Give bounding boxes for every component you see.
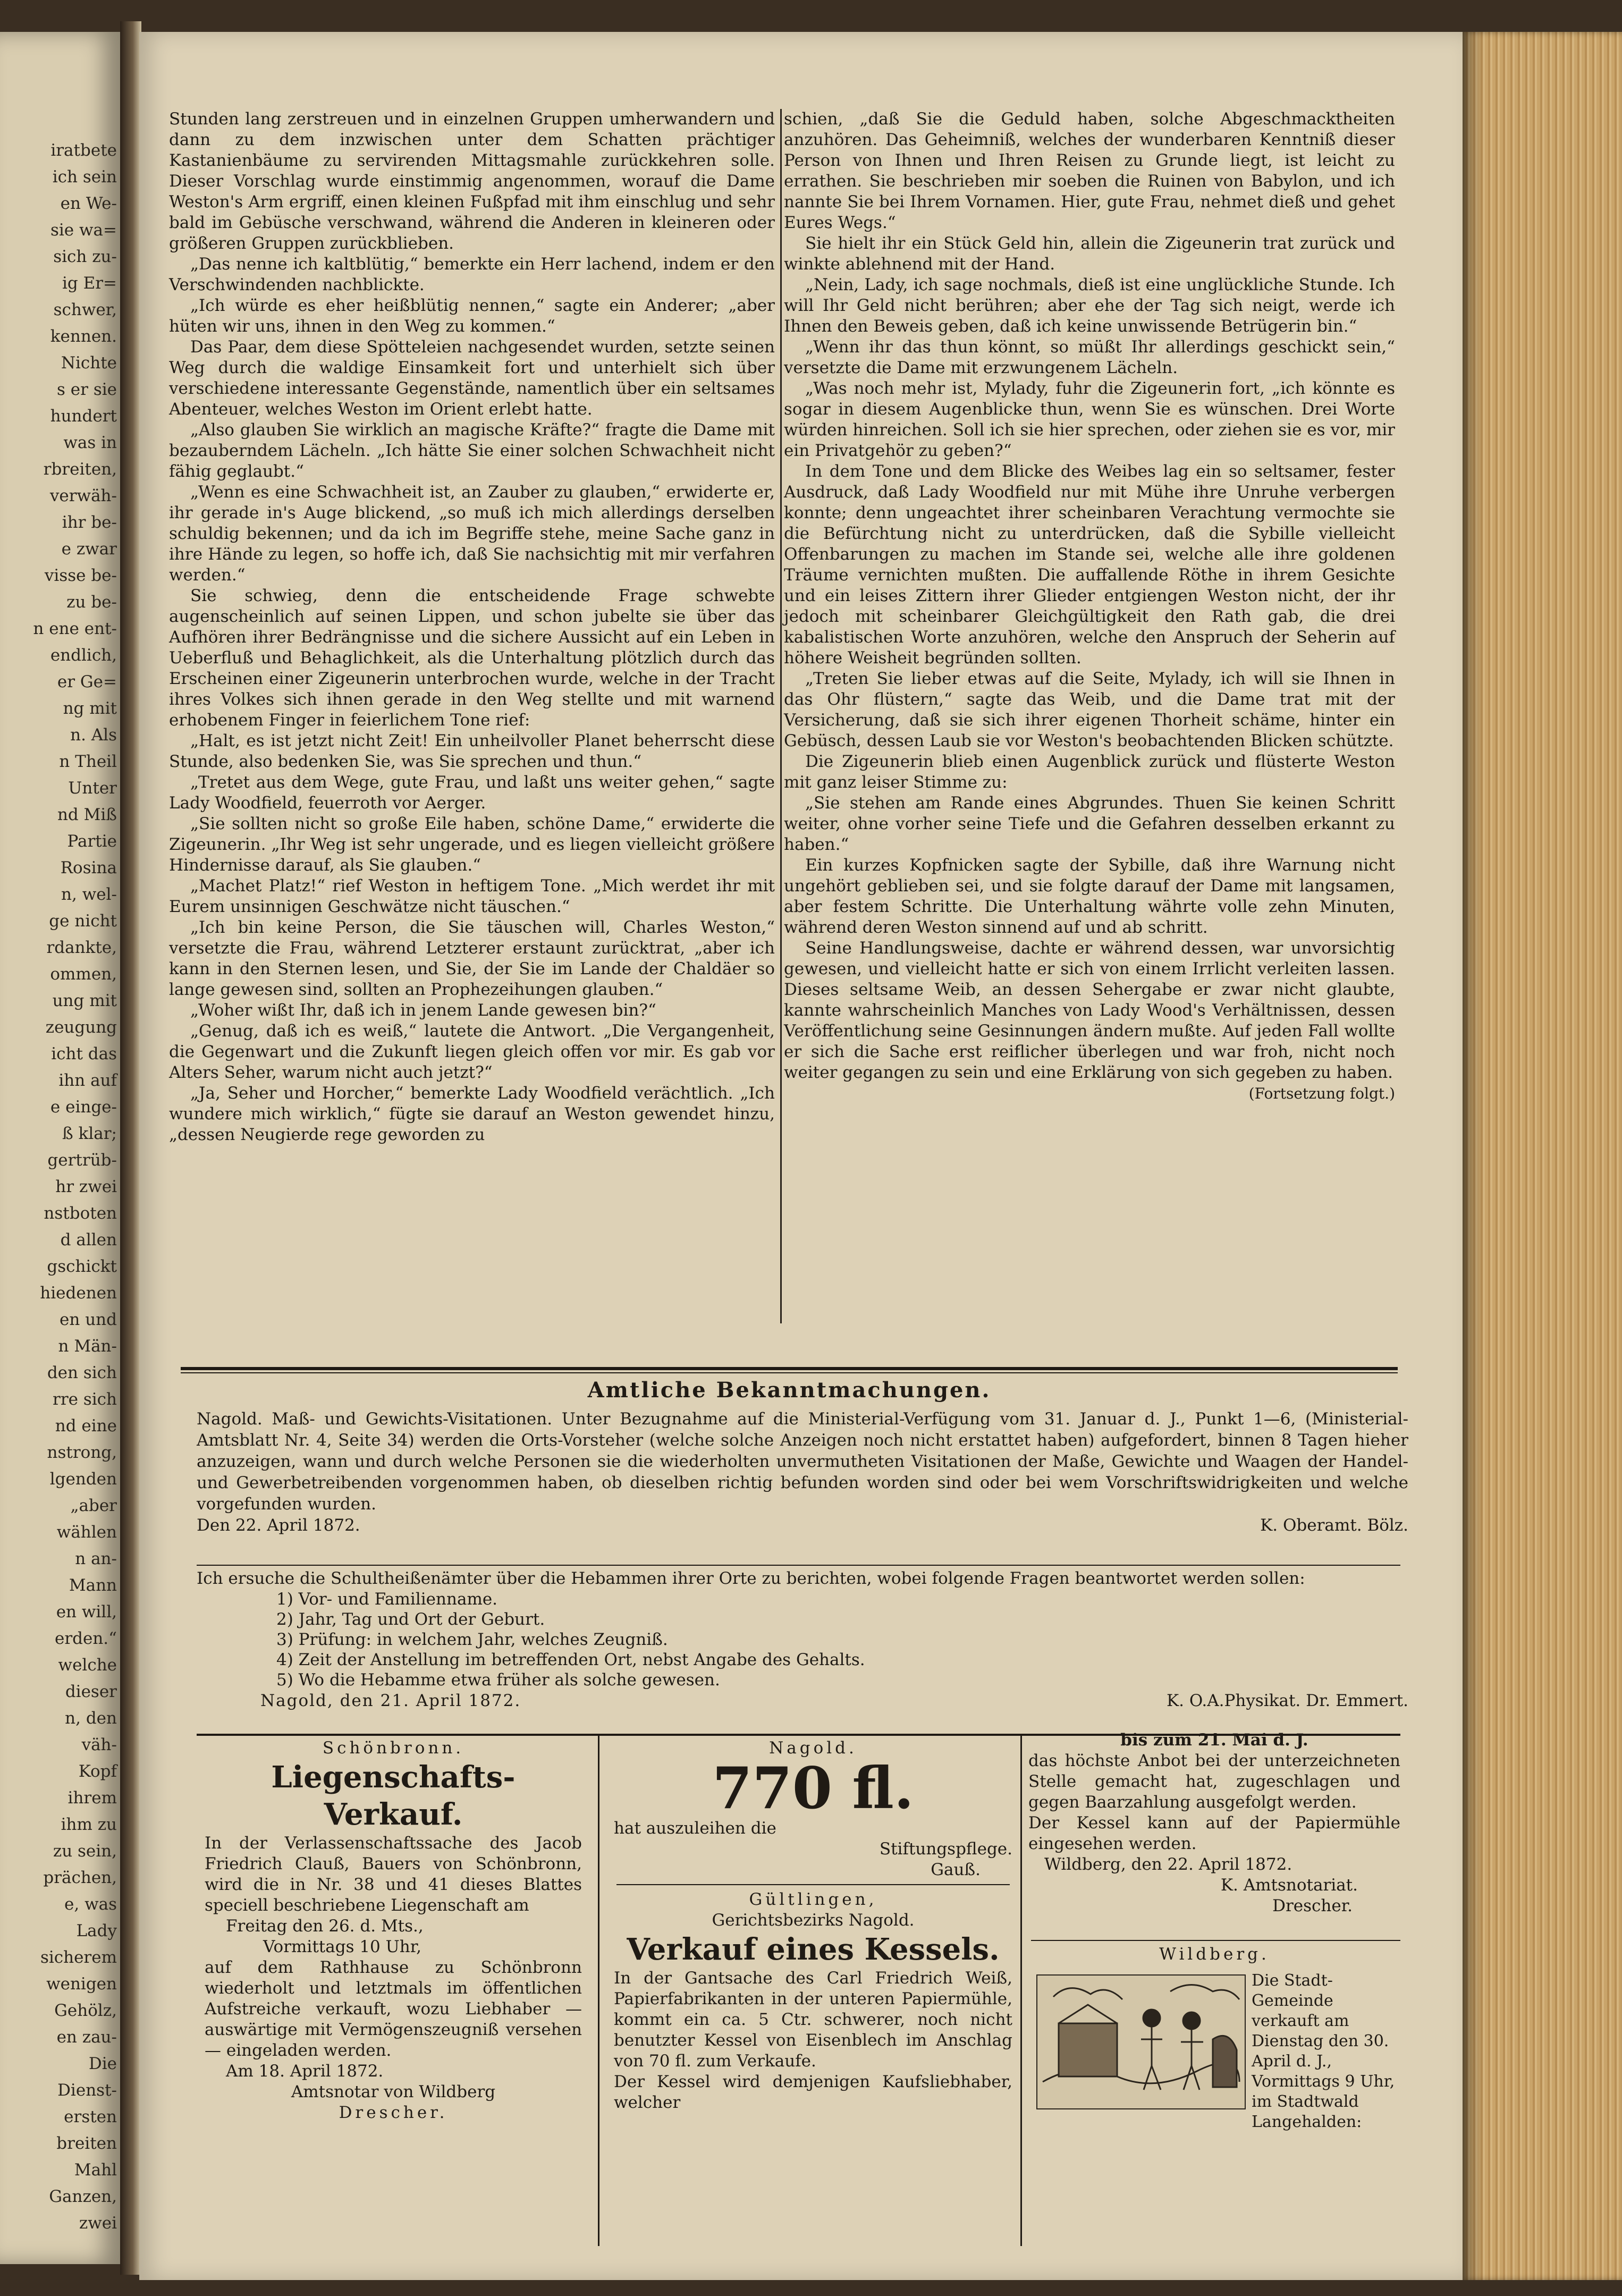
ad-body: Die Stadt-Gemeinde verkauft am Dienstag den 30. April d. J., Vormittags 9 Uhr, im Stadtwald Langehalden: [1252, 1971, 1395, 2131]
left-page-fragment: ersten [64, 2107, 117, 2126]
left-page-fragment: Mann [69, 1576, 117, 1595]
announcements-heading: Amtliche Bekanntmachungen. [587, 1378, 991, 1403]
left-page-fragment: n an- [75, 1549, 117, 1568]
left-page-fragment: zu sein, [53, 1842, 117, 1861]
left-page-fragment: Rosina [60, 858, 117, 877]
question-item: 5) Wo die Hebamme etwa früher als solche gewesen. [276, 1670, 720, 1690]
ad-gueltlingen [614, 1889, 1012, 2113]
left-page-fragment: verwäh- [49, 486, 117, 505]
left-page-fragment: erden.“ [54, 1629, 117, 1648]
left-page-fragment: en will, [56, 1602, 117, 1622]
left-page-fragment: ommen, [50, 965, 117, 984]
left-page-fragment: sich zu- [53, 247, 117, 266]
story-paragraph: Seine Handlungsweise, dachte er während dessen, war unvorsichtig gewesen, und vielleicht hatte er sich von einem Irrlicht verleiten lassen. Dieses seltsame Weib, an dessen Sehergabe er zwar nicht glaubte, kannte wahrscheinlich Manches von Lady Wood's Verhältnissen, dessen Veröffentlichung seine Gesinnungen ändern mußte. Auf jeden Fall wollte er sich die Sache erst reiflicher überlegen und war froh, nicht noch weiter gegangen zu sein und eine Erklärung von sich gegeben zu haben. [784, 939, 1395, 1082]
notice-date: Den 22. April 1872. [197, 1516, 360, 1535]
left-page-fragment: d allen [60, 1230, 117, 1250]
left-page-fragment: ng mit [63, 699, 117, 718]
story-paragraph: „Das nenne ich kaltblütig,“ bemerkte ein Herr lachend, indem er den Verschwindenden nachblickte. [169, 255, 775, 294]
ad-place: Nagold. [769, 1738, 857, 1758]
section-rule-thin [181, 1372, 1398, 1373]
left-page-fragment: wenigen [46, 1974, 117, 1994]
ad-body: das höchste Anbot bei der unterzeichneten Stelle gemacht hat, zugeschlagen und gegen Baarzahlung ausgefolgt werden. [1028, 1751, 1400, 1812]
ad-deadline: bis zum 21. Mai d. J. [1120, 1731, 1308, 1750]
ad-place: Schönbronn. [322, 1738, 464, 1758]
left-page-fragment: wählen [56, 1523, 117, 1542]
story-paragraph: „Wenn es eine Schwachheit ist, an Zauber zu glauben,“ erwiderte er, ihr gerade in's Auge blickend, „so muß ich mich allerdings derselben schuldig bekennen; und da ich im Begriffe stehe, meine Sache ganz in ihre Hände zu legen, so hoffe ich, daß Sie nachsichtig mit mir verfahren werden.“ [169, 483, 775, 585]
story-column-left [169, 109, 775, 1145]
column-divider [780, 109, 782, 1323]
left-page-fragment: en zau- [56, 2028, 117, 2047]
book-gutter [120, 21, 141, 2275]
ad-amount: 770 fl. [712, 1755, 914, 1822]
left-page-fragment: ge nicht [49, 911, 117, 931]
left-page-fragment: Mahl [74, 2160, 117, 2180]
left-page-fragment: ig Er= [62, 274, 117, 293]
page-edges [1463, 32, 1622, 2280]
ad-office: K. Amtsnotariat. [1220, 1876, 1358, 1895]
left-page-fragment: ihr be- [62, 513, 117, 532]
left-page-fragment: en und [60, 1310, 117, 1329]
left-page-fragment: hr zwei [55, 1177, 117, 1196]
left-page-fragment: s er sie [57, 380, 117, 399]
left-page-fragment: zeugung [45, 1018, 117, 1037]
story-paragraph: Sie schwieg, denn die entscheidende Frage schwebte augenscheinlich auf seinen Lippen, und schon jubelte sie über das Aufhören ihrer Bedrängnisse und die sichere Aussicht auf ein Leben in Ueberfluß und Behaglichkeit, als die Unterhaltung plötzlich durch das Erscheinen einer Zigeunerin unterbrochen wurde, welche in der Tracht ihres Volkes sich ihnen gerade in den Weg stellte und mit warnend erhobenem Finger in feierlichem Tone rief: [169, 586, 775, 730]
ad-time-line: Vormittags 10 Uhr, [263, 1937, 421, 1956]
ad-district: Gerichtsbezirks Nagold. [712, 1911, 915, 1930]
left-page-fragment: hiedenen [40, 1284, 117, 1303]
story-paragraph: „Halt, es ist jetzt nicht Zeit! Ein unheilvoller Planet beherrscht diese Stunde, also bedenken Sie, was Sie sprechen und thun.“ [169, 731, 775, 771]
ad-date: Am 18. April 1872. [226, 2062, 384, 2081]
left-page-fragment: en We- [60, 194, 117, 213]
ad-separator [1031, 1940, 1400, 1941]
story-paragraph: „Wenn ihr das thun könnt, so müßt Ihr allerdings geschickt sein,“ versetzte die Dame mit erzwungenem Lächeln. [784, 337, 1395, 377]
story-paragraph: „Nein, Lady, ich sage nochmals, dieß ist eine unglückliche Stunde. Ich will Ihr Geld nicht berühren; aber ehe der Tag sich neigt, werde ich Ihnen den Beweis geben, daß ich keine unwissende Betrügerin bin.“ [784, 275, 1395, 336]
story-paragraph: „Machet Platz!“ rief Weston in heftigem Tone. „Mich werdet ihr mit Eurem unsinnigen Geschwätze nicht täuschen.“ [169, 876, 775, 916]
story-paragraph: Stunden lang zerstreuen und in einzelnen Gruppen umherwandern und dann zu dem inzwischen unter dem Schatten prächtiger Kastanienbäume zu servirenden Mittagsmahle zurückkehren solle. Dieser Vorschlag wurde einstimmig angenommen, worauf die Dame Weston's Arm ergriff, einen kleinen Fußpfad mit ihm einschlug und sehr bald im Gebüsche verschwand, während die Anderen in kleineren oder größeren Gruppen zurückblieben. [169, 109, 775, 253]
left-page-fragment: Die [88, 2054, 117, 2073]
left-page-fragment: dieser [65, 1682, 117, 1701]
notice-signature: K. Oberamt. Bölz. [1260, 1516, 1408, 1535]
notice-intro: Ich ersuche die Schultheißenämter über die Hebammen ihrer Orte zu berichten, wobei folgende Fragen beantwortet werden sollen: [197, 1569, 1305, 1588]
left-page [0, 32, 120, 2264]
ad-body: In der Verlassenschaftssache des Jacob Friedrich Clauß, Bauers von Schönbronn, wird die in Nr. 38 und 41 dieses Blattes speciell beschriebene Liegenschaft am [205, 1834, 582, 1915]
story-paragraph: „Sie stehen am Rande eines Abgrundes. Thuen Sie keinen Schritt weiter, ohne vorher seine Tiefe und die Gefahren desselben erkannt zu haben.“ [784, 794, 1395, 854]
left-page-fragment: sie wa= [50, 221, 117, 240]
ad-place: Wildberg. [1159, 1945, 1270, 1964]
left-page-fragment: e einge- [50, 1098, 117, 1117]
notice-weights-inspection [197, 1408, 1408, 1536]
story-paragraph: „Treten Sie lieber etwas auf die Seite, Mylady, ich will sie Ihnen in das Ohr flüstern,“ sagte das Weib, und die Dame trat mit der Versicherung, daß sie sich ihrer eigenen Thorheit schäme, hinter ein Gebüsch, dessen Laub sie vor Weston's beobachtenden Blicken schützte. [784, 669, 1395, 750]
left-page-fragment: iratbete [50, 141, 117, 160]
story-paragraph: Das Paar, dem diese Spötteleien nachgesendet wurden, setzte seinen Weg durch die waldige Einsamkeit fort und unterhielt sich über verschiedene interessante Gegenstände, namentlich über ein seltsames Abenteuer, welches Weston im Orient erlebt hatte. [169, 337, 775, 419]
story-paragraph: schien, „daß Sie die Geduld haben, solche Abgeschmacktheiten anzuhören. Das Geheimniß, welches der wunderbaren Kenntniß dieser Person von Ihnen und Ihren Reisen zu Grunde liegt, ist leicht zu errathen. Sie beschrieben mir soeben die Ruinen von Babylon, und ich nannte Sie bei Ihrem Vornamen. Hier, gute Frau, nehmet dieß und gehet Eures Wegs.“ [784, 109, 1395, 232]
story-paragraph: „Sie sollten nicht so große Eile haben, schöne Dame,“ erwiderte die Zigeunerin. „Ihr Weg ist sehr ungerade, und es liegen vielleicht größere Hindernisse darauf, als Sie glauben.“ [169, 814, 775, 875]
left-page-fragment: n, wel- [61, 885, 117, 904]
left-page-fragment: n Theil [59, 752, 117, 771]
left-page-fragment: welche [58, 1656, 117, 1675]
left-page-fragment: visse be- [44, 566, 117, 585]
left-page-fragment: Ganzen, [49, 2187, 117, 2206]
continued-note: (Fortsetzung folgt.) [1248, 1085, 1395, 1102]
ad-separator [616, 1884, 1010, 1885]
left-page-fragment: Nichte [61, 353, 117, 373]
left-page-fragment: n. Als [70, 725, 117, 745]
left-page-fragment: rre sich [53, 1390, 117, 1409]
story-paragraph: „Woher wißt Ihr, daß ich in jenem Lande gewesen bin?“ [190, 1001, 656, 1020]
left-page-fragment: hundert [50, 407, 117, 426]
story-paragraph: „Also glauben Sie wirklich an magische Kräfte?“ fragte die Dame mit bezauberndem Lächeln. „Ich hätte Sie einer solchen Schwachheit nicht fähig geglaubt.“ [169, 420, 775, 481]
left-page-fragment: e, was [64, 1895, 117, 1914]
ad-name: Drescher. [1272, 1896, 1353, 1915]
ad-text: hat auszuleihen die [614, 1819, 776, 1838]
left-page-fragment: ihn auf [58, 1071, 117, 1090]
story-paragraph: „Ich bin keine Person, die Sie täuschen will, Charles Weston,“ versetzte die Frau, während Letzterer erstaunt zurücktrat, „aber ich kann in den Sternen lesen, und Sie, der Sie im Lande der Chaldäer so lange gewesen sind, sollten an Prophezeihungen glauben.“ [169, 918, 775, 999]
left-page-fragment: ihrem [67, 1788, 117, 1808]
ad-name: Drescher. [339, 2103, 448, 2122]
story-paragraph: Die Zigeunerin blieb einen Augenblick zurück und flüsterte Weston mit ganz leiser Stimme zu: [784, 752, 1395, 792]
ad-wildberg-kessel [1028, 1730, 1400, 1917]
left-page-fragment: nstboten [44, 1204, 117, 1223]
left-page-fragment: icht das [51, 1044, 117, 1063]
left-page-fragment: „aber [70, 1496, 117, 1515]
left-page-fragment: nstrong, [47, 1443, 117, 1462]
left-page-fragment: den sich [47, 1363, 117, 1382]
ad-office: Stiftungspflege. [879, 1839, 1012, 1859]
story-paragraph: „Genug, daß ich es weiß,“ lautete die Antwort. „Die Vergangenheit, die Gegenwart und die Zukunft liegen gleich offen vor mir. Es gab vor Alters Seher, warum nicht auch jetzt?“ [169, 1022, 775, 1082]
left-page-fragment: n, den [65, 1709, 117, 1728]
ad-nagold-loan [614, 1738, 1012, 1880]
left-page-fragment: zwei [79, 2214, 117, 2233]
left-page-fragment: gertrüb- [47, 1151, 117, 1170]
left-page-fragment: Lady [76, 1921, 117, 1940]
question-item: 2) Jahr, Tag und Ort der Geburt. [276, 1610, 545, 1629]
ad-schoenbronn [205, 1738, 582, 2123]
story-column-right [784, 109, 1395, 1104]
left-page-fragment: Partie [67, 832, 117, 851]
question-item: 1) Vor- und Familienname. [276, 1590, 498, 1609]
left-page-fragment: schwer, [53, 300, 117, 319]
left-page-fragment: was in [63, 433, 117, 452]
left-page-fragment: e zwar [61, 539, 117, 559]
left-page-fragment: Unter [68, 779, 117, 798]
ad-body: Der Kessel wird demjenigen Kaufsliebhaber, welcher [614, 2072, 1012, 2112]
notice-midwives [197, 1568, 1408, 1711]
left-page-fragment: nd Miß [57, 805, 117, 824]
left-page-fragment: rdankte, [46, 938, 117, 957]
story-paragraph: Ein kurzes Kopfnicken sagte der Sybille, daß ihre Warnung nicht ungehört geblieben sei, und sie folgte darauf der Dame mit langsamen, aber festem Schritte. Die Unterhaltung währte volle zehn Minuten, während deren Weston sinnend auf und ab schritt. [784, 856, 1395, 937]
left-page-fragment: ihm zu [61, 1815, 117, 1834]
ad-body: auf dem Rathhause zu Schönbronn wiederholt und letztmals im öffentlichen Aufstreiche verkauft, wozu Liebhaber — auswärtige mit Vermögenszeugniß versehen — eingeladen werden. [205, 1958, 582, 2060]
left-page-fragment: gschickt [47, 1257, 117, 1276]
question-item: 3) Prüfung: in welchem Jahr, welches Zeugniß. [276, 1630, 668, 1649]
left-page-fragment: Gehölz, [54, 2001, 117, 2020]
ad-divider [1020, 1736, 1022, 2246]
ad-body: In der Gantsache des Carl Friedrich Weiß, Papierfabrikanten in der unteren Papiermühle, kommt ein ca. 5 Ctr. schwerer, noch nicht benutzter Kessel von Eisenblech im Anschlag von 70 fl. zum Verkaufe. [614, 1969, 1012, 2071]
story-paragraph: „Was noch mehr ist, Mylady, fuhr die Zigeunerin fort, „ich könnte es sogar in diesem Augenblicke thun, wenn Sie es wünschen. Drei Worte würden hinreichen. Soll ich sie hier sprechen, oder ziehen sie es vor, mir ein Privatgehör zu geben?“ [784, 379, 1395, 460]
notice-signature: K. O.A.Physikat. Dr. Emmert. [1166, 1691, 1408, 1710]
ad-divider [598, 1736, 599, 2246]
left-page-fragment: väh- [81, 1735, 117, 1754]
section-rule [181, 1367, 1398, 1370]
left-page-fragment: n Män- [58, 1337, 117, 1356]
question-list [197, 1589, 1408, 1690]
left-page-fragment: n ene ent- [33, 619, 117, 638]
left-page-fragment: ß klar; [62, 1124, 117, 1143]
left-page-fragment: ung mit [52, 991, 117, 1010]
left-page-fragment: sicherem [40, 1948, 117, 1967]
left-page-fragment: endlich, [50, 646, 117, 665]
ad-date-line: Freitag den 26. d. Mts., [226, 1917, 424, 1936]
ad-office: Amtsnotar von Wildberg [291, 2082, 496, 2101]
left-page-fragment: er Ge= [57, 672, 117, 691]
notice-date: Nagold, den 21. April 1872. [260, 1691, 521, 1710]
ad-body: Der Kessel kann auf der Papiermühle eingesehen werden. [1028, 1813, 1400, 1853]
left-page-fragment: rbreiten, [43, 460, 117, 479]
left-page-fragment: kennen. [50, 327, 117, 346]
ad-place: Gültlingen, [749, 1890, 877, 1909]
notice-separator [197, 1565, 1400, 1566]
ad-headline: Liegenschafts-Verkauf. [271, 1760, 516, 1832]
woodcut-illustration [1036, 1974, 1246, 2109]
left-page-fragment: ich sein [52, 167, 117, 187]
ad-name: Gauß. [931, 1860, 981, 1879]
left-page-fragment: zu be- [66, 593, 117, 612]
story-paragraph: „Ja, Seher und Horcher,“ bemerkte Lady Woodfield verächtlich. „Ich wundere mich wirklich,“ fügte sie darauf an Weston gewendet hinzu, „dessen Neugierde rege geworden zu [169, 1084, 775, 1144]
left-page-fragment: lgenden [49, 1470, 117, 1489]
ad-wildberg-wood-text [1252, 1971, 1403, 2132]
notice-text: Nagold. Maß- und Gewichts-Visitationen. Unter Bezugnahme auf die Ministerial-Verfügung vom 31. Januar d. J., Punkt 1—6, (Ministerial-Amtsblatt Nr. 4, Seite 34) werden die Orts-Vorsteher (welche solche Anzeigen noch nicht erstattet haben) aufgefordert, binnen 8 Tagen hieher anzuzeigen, wann und durch welche Personen sie die wiederholten unvermutheten Visitationen der Maße, Gewichte und Waagen der Handel- und Gewerbetreibenden vorgenommen haben, ob dieselben richtig befunden worden sind oder bei wem Vorschriftswidrigkeiten und welche vorgefunden wurden. [197, 1409, 1408, 1514]
ad-wildberg-wood [1028, 1944, 1400, 1965]
story-paragraph: „Tretet aus dem Wege, gute Frau, und laßt uns weiter gehen,“ sagte Lady Woodfield, feuerroth vor Aerger. [169, 773, 775, 813]
left-page-fragment: nd eine [55, 1416, 117, 1436]
question-item: 4) Zeit der Anstellung im betreffenden Ort, nebst Angabe des Gehalts. [276, 1650, 865, 1669]
left-page-fragment: breiten [56, 2134, 117, 2153]
story-paragraph: „Ich würde es eher heißblütig nennen,“ sagte ein Anderer; „aber hüten wir uns, ihnen in den Weg zu kommen.“ [169, 296, 775, 336]
ad-headline: Verkauf eines Kessels. [627, 1932, 1000, 1967]
story-paragraph: In dem Tone und dem Blicke des Weibes lag ein so seltsamer, fester Ausdruck, daß Lady Woodfield nur mit Mühe ihre Unruhe verbergen konnte; denn ungeachtet ihrer scheinbaren Verachtung vermochte sie die Befürchtung nicht zu unterdrücken, daß die Sybille vielleicht Offenbarungen zu machen im Stande sei, welche alle ihre goldenen Träume vernichten mußten. Die auffallende Röthe in ihrem Gesichte und ein leises Zittern ihrer Glieder entgiengen Weston nicht, der ihr jedoch mit scheinbarer Gleichgültigkeit den Rath gab, die drei kabalistischen Worte anzuhören, welche den Anspruch der Seherin auf höhere Weisheit begründen sollten. [784, 462, 1395, 668]
left-page-fragment: Dienst- [57, 2081, 117, 2100]
story-paragraph: Sie hielt ihr ein Stück Geld hin, allein die Zigeunerin trat zurück und winkte ablehnend mit der Hand. [784, 234, 1395, 274]
left-page-fragment: Kopf [78, 1762, 117, 1781]
ad-date: Wildberg, den 22. April 1872. [1044, 1855, 1292, 1874]
left-page-fragment: prächen, [43, 1868, 117, 1887]
